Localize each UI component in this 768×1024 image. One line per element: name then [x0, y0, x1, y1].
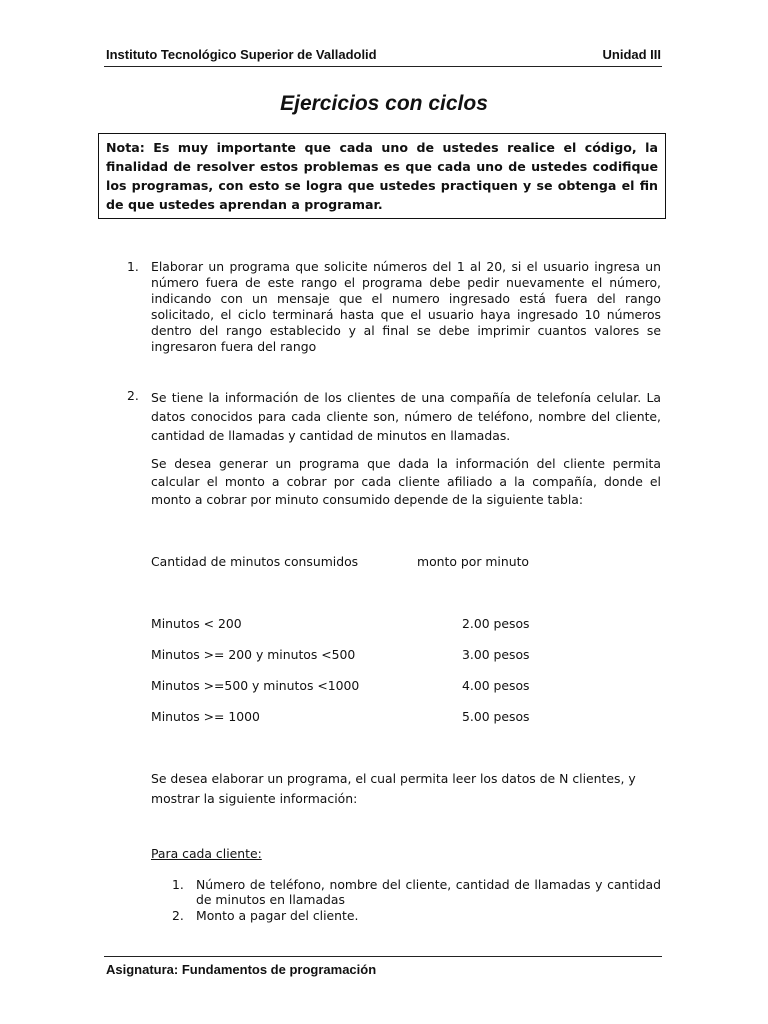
header-divider — [104, 66, 662, 67]
table-header-rate: monto por minuto — [417, 554, 530, 569]
table-row-condition: Minutos >=500 y minutos <1000 — [151, 678, 360, 693]
per-client-item-number: 2. — [172, 908, 184, 923]
per-client-item-number: 1. — [172, 877, 184, 892]
table-row-rate: 3.00 pesos — [462, 647, 530, 662]
table-header-minutes: Cantidad de minutos consumidos — [151, 554, 359, 569]
table-row-rate: 2.00 pesos — [462, 616, 530, 631]
per-client-heading: Para cada cliente: — [151, 846, 262, 861]
closing-paragraph: Se desea elaborar un programa, el cual permita leer los datos de N clientes, y mostrar la siguiente información: — [151, 771, 636, 806]
table-row-condition: Minutos < 200 — [151, 616, 242, 631]
footer-subject: Asignatura: Fundamentos de programación — [106, 962, 377, 977]
exercise-2-number: 2. — [127, 388, 139, 403]
table-row-rate: 5.00 pesos — [462, 709, 530, 724]
header-institution: Instituto Tecnológico Superior de Valladolid — [106, 47, 377, 62]
per-client-item-text: Número de teléfono, nombre del cliente, cantidad de llamadas y cantidad de minutos en llamadas — [196, 877, 661, 907]
exercise-1-text: Elaborar un programa que solicite números del 1 al 20, si el usuario ingresa un número fuera de este rango el programa debe pedir nuevamente el número, indicando con un mensaje que el numero ingresado está fuera del rango solicitado, el ciclo terminará hasta que el usuario haya ingresado 10 números dentro del rango establecido y al final se debe imprimir cuantos valores se ingresaron fuera del rango — [151, 259, 661, 354]
table-row-condition: Minutos >= 1000 — [151, 709, 260, 724]
exercise-2-extra: Se desea generar un programa que dada la información del cliente permita calcular el monto a cobrar por cada cliente afiliado a la compañía, donde el monto a cobrar por minuto consumido depende de la siguiente tabla: — [151, 456, 661, 507]
table-row-rate: 4.00 pesos — [462, 678, 530, 693]
header-unit: Unidad III — [602, 47, 661, 62]
exercise-1-number: 1. — [127, 259, 139, 274]
page-title: Ejercicios con ciclos — [280, 92, 488, 115]
per-client-item-text: Monto a pagar del cliente. — [196, 908, 359, 923]
note-box: Nota: Es muy importante que cada uno de ustedes realice el código, la finalidad de resolver estos problemas es que cada uno de ustedes codifique los programas, con esto se logra que ustedes practiquen y se obtenga el fin de que ustedes aprendan a programar. — [98, 133, 666, 219]
exercise-2-text: Se tiene la información de los clientes de una compañía de telefonía celular. La datos conocidos para cada cliente son, número de teléfono, nombre del cliente, cantidad de llamadas y cantidad de minutos en llamadas. — [151, 390, 661, 443]
footer-divider — [104, 956, 662, 957]
table-row-condition: Minutos >= 200 y minutos <500 — [151, 647, 356, 662]
